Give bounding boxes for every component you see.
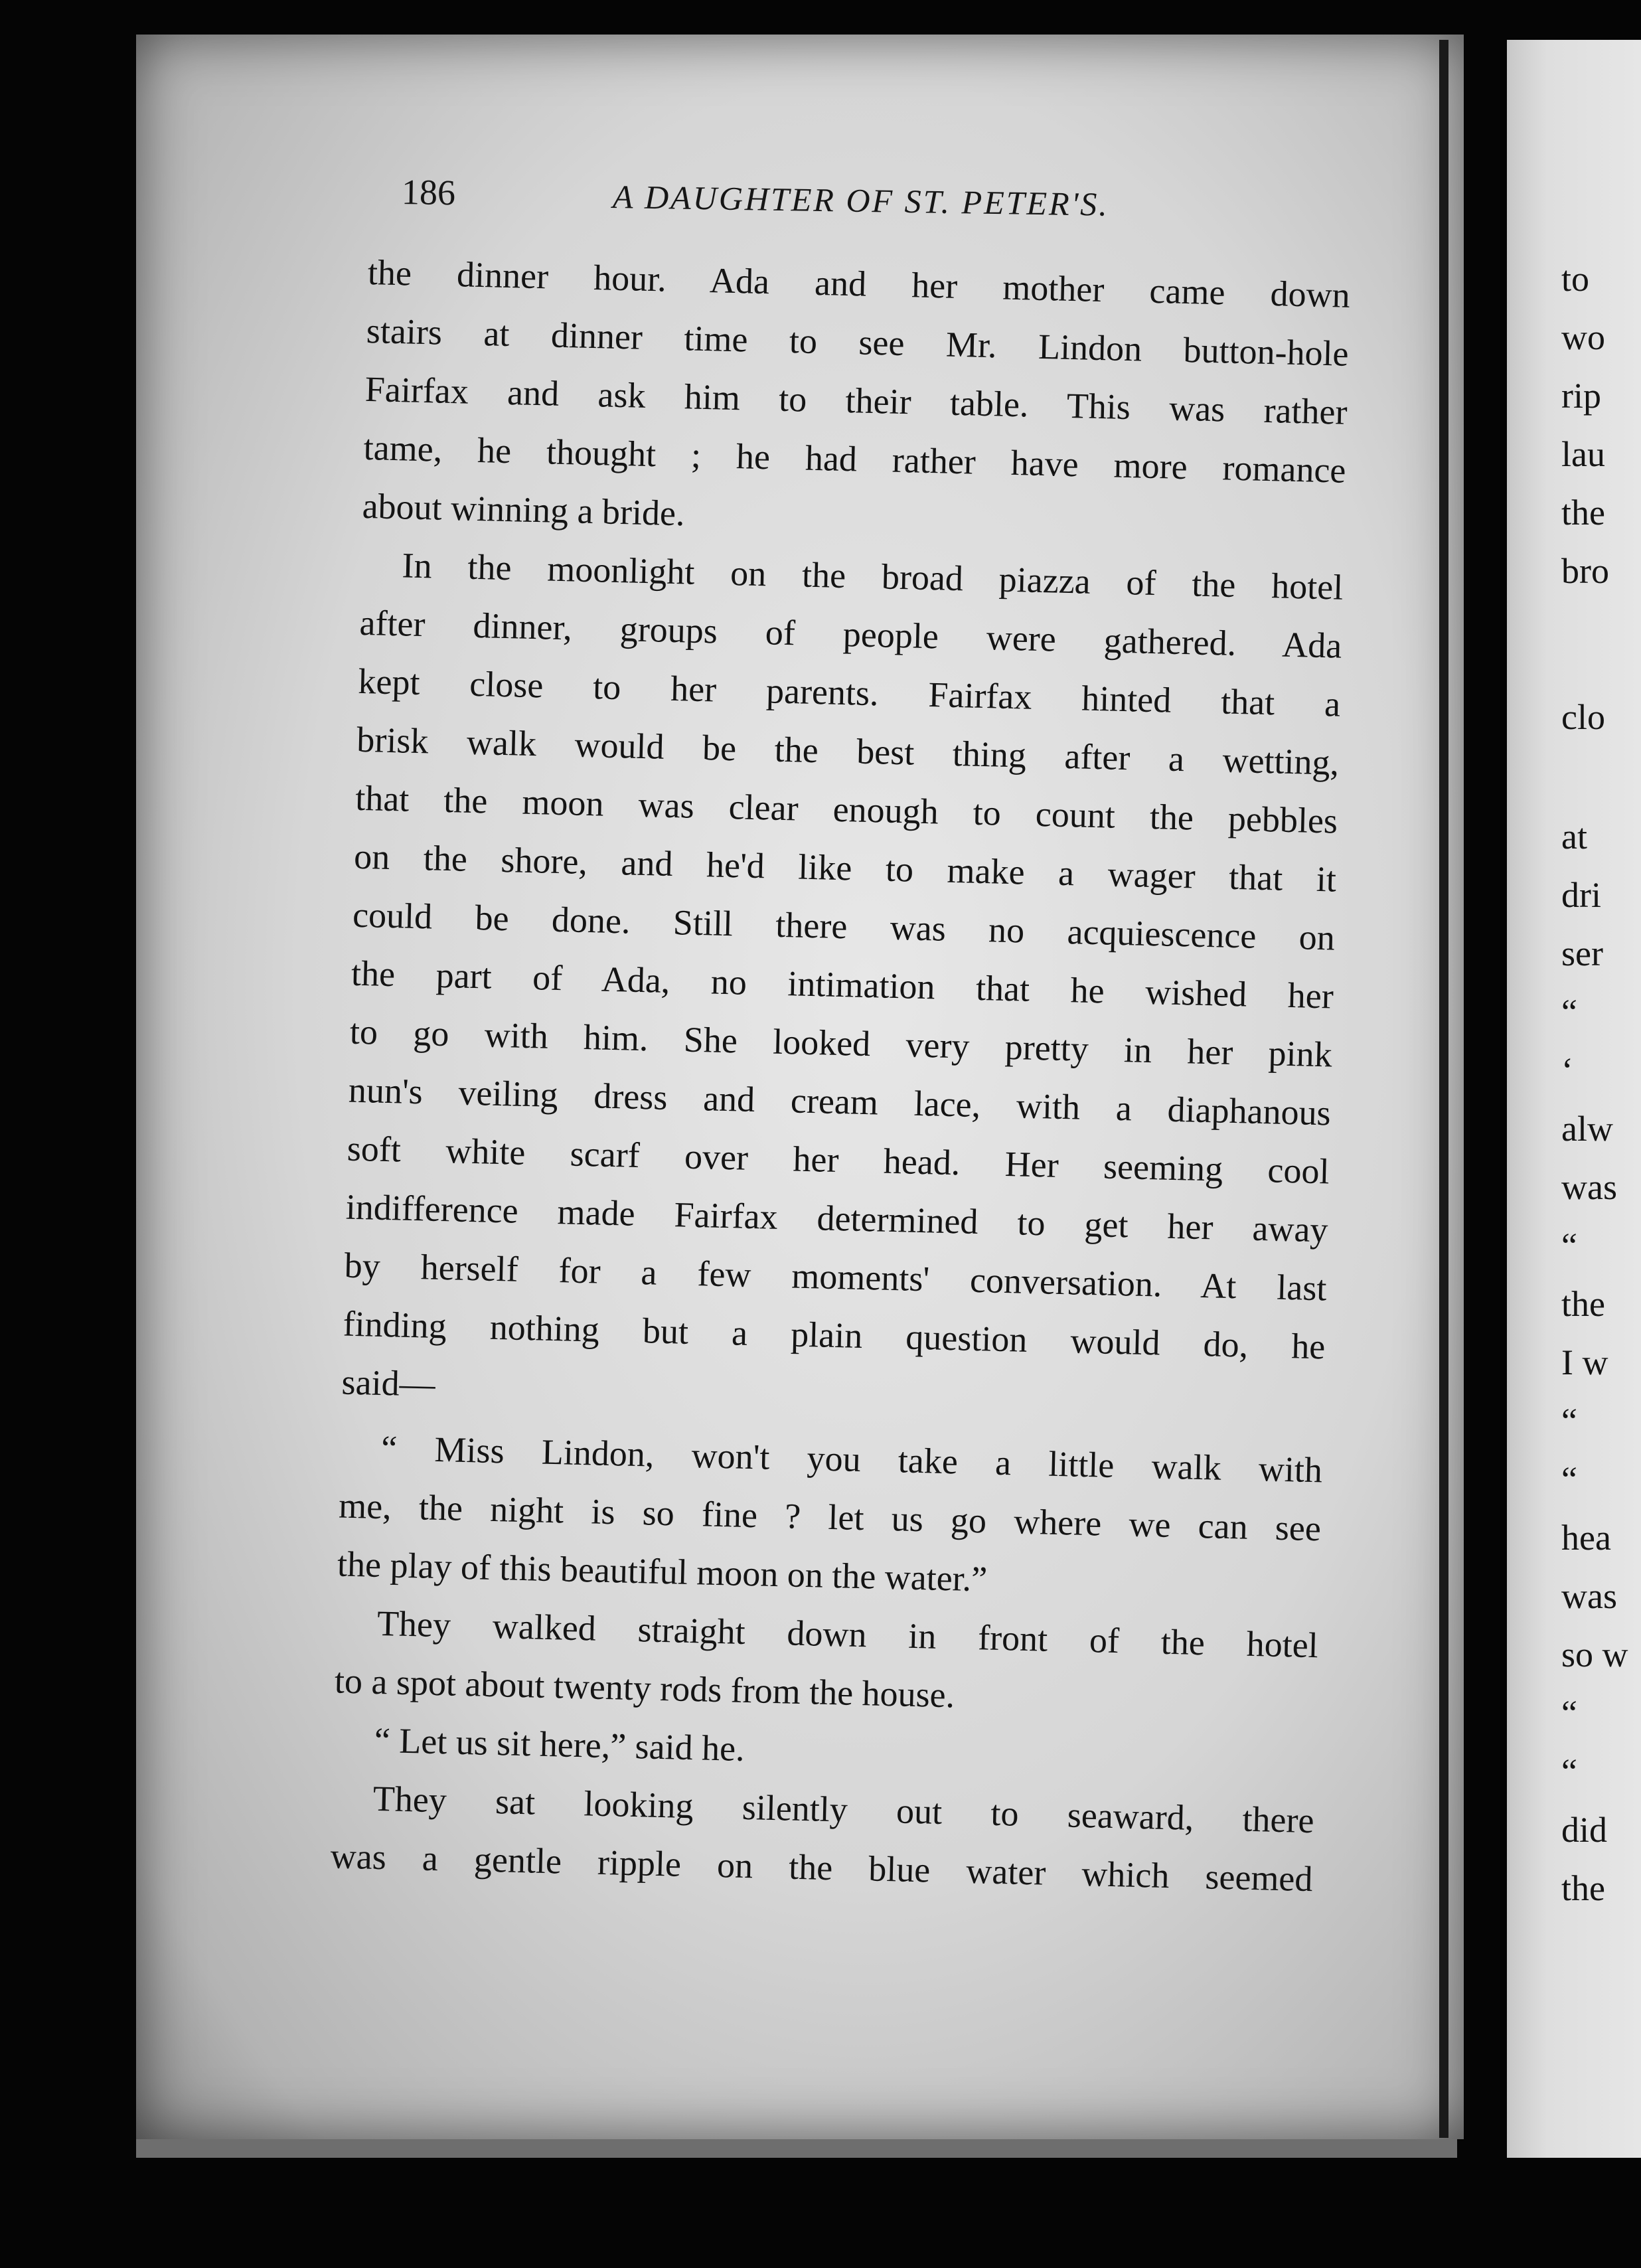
text-line: finding nothing but a plain question would do, he [343,1303,1326,1367]
facing-line: to [1561,259,1590,299]
text-line: stairs at dinner time to see Mr. Lindon button-hole [366,310,1350,374]
text-line: They sat looking silently out to seaward, there [372,1778,1315,1841]
page-body-text [328,246,1391,1996]
facing-line: was [1561,1167,1617,1207]
text-line: Fairfax and ask him to their table. This was rather [364,368,1348,432]
facing-line: I w [1561,1342,1608,1382]
text-line: soft white scarf over her head. Her seeming cool [347,1128,1330,1192]
text-line: the part of Ada, no intimation that he wished her [351,953,1334,1016]
facing-line: so w [1561,1635,1628,1674]
text-line: could be done. Still there was no acquiescence on [352,894,1336,958]
facing-line: dri [1561,875,1601,915]
text-line: In the moonlight on the broad piazza of the hotel [401,545,1344,608]
page-number: 186 [401,172,456,213]
text-line: by herself for a few moments' conversation. At last [344,1245,1328,1309]
facing-line: “ [1561,1751,1577,1791]
running-title: A DAUGHTER OF ST. PETER'S. [612,177,1110,223]
facing-line: alw [1561,1109,1613,1149]
book-gutter [1439,40,1448,2138]
facing-line: the [1561,1284,1605,1324]
facing-line: ‘ [1561,1050,1573,1090]
facing-line: “ [1561,1693,1577,1733]
text-line: to go with him. She looked very pretty in her pink [349,1011,1333,1075]
text-line: the play of this beautiful moon on the water.” [337,1544,988,1599]
text-line: was a gentle ripple on the blue water which seemed [330,1836,1314,1900]
text-line: that the moon was clear enough to count the pebbles [354,777,1338,841]
text-line: on the shore, and he'd like to make a wager that it [353,836,1337,900]
facing-line: bro [1561,551,1609,591]
facing-page-text [1561,252,1641,1979]
text-line: me, the night is so fine ? let us go where we can see [338,1485,1322,1549]
facing-line: wo [1561,317,1605,357]
facing-line: hea [1561,1518,1611,1558]
text-line: to a spot about twenty rods from the house. [334,1660,955,1716]
text-line: about winning a bride. [362,485,686,534]
facing-line: at [1561,817,1587,856]
facing-line: “ [1561,1226,1577,1265]
text-line: brisk walk would be the best thing after a wetting, [356,719,1340,783]
facing-line: “ [1561,1401,1577,1441]
facing-line: the [1561,493,1605,532]
facing-line: clo [1561,697,1605,737]
facing-line: was [1561,1576,1617,1616]
facing-line: ser [1561,933,1603,973]
text-line: the dinner hour. Ada and her mother came down [367,252,1351,315]
text-line: after dinner, groups of people were gathered. Ada [358,602,1342,666]
text-line: “ Miss Lindon, won't you take a little walk with [380,1427,1323,1491]
text-line: nun's veiling dress and cream lace, with a diaphanous [348,1070,1332,1133]
text-line: said— [341,1362,436,1404]
text-line: They walked straight down in front of the hotel [376,1603,1319,1666]
facing-line: “ [1561,1459,1577,1499]
facing-line: rip [1561,376,1601,416]
text-line: tame, he thought ; he had rather have more romance [363,427,1347,491]
text-line: “ Let us sit here,” said he. [374,1720,745,1769]
facing-line: the [1561,1868,1605,1908]
facing-line: did [1561,1810,1608,1850]
facing-line: lau [1561,434,1605,474]
facing-line: “ [1561,992,1577,1032]
text-line: indifference made Fairfax determined to get her away [345,1186,1329,1250]
text-line: kept close to her parents. Fairfax hinted that a [357,661,1341,724]
page-bottom-edge [136,2139,1457,2158]
